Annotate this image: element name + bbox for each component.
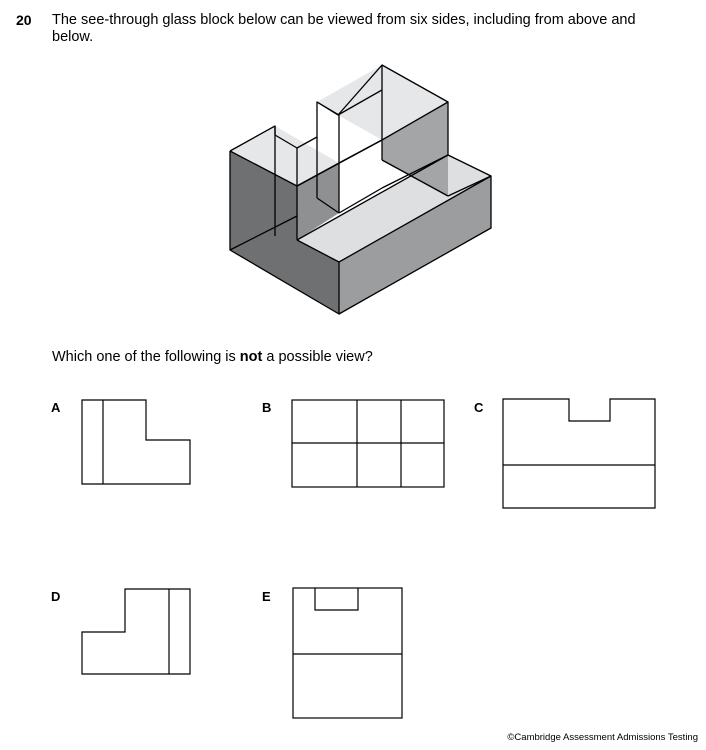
question-text: The see-through glass block below can be viewed from six sides, including from above and below.: [52, 12, 636, 45]
option-a-letter: A: [51, 400, 61, 415]
option-c-view: [503, 399, 655, 508]
emphasis-not: not: [239, 349, 263, 365]
option-a-view: [82, 400, 190, 484]
option-b-letter: B: [262, 400, 272, 415]
option-e-letter: E: [262, 589, 271, 604]
copyright-footer: ©Cambridge Assessment Admissions Testing: [507, 732, 698, 743]
option-d-letter: D: [51, 589, 61, 604]
option-b-view: [292, 400, 444, 487]
option-e-view: [293, 588, 402, 718]
option-c-letter: C: [474, 400, 484, 415]
question-prompt: Which one of the following is not a possible view?: [52, 349, 373, 365]
question-number: 20: [16, 12, 32, 28]
option-d-view: [82, 589, 190, 674]
